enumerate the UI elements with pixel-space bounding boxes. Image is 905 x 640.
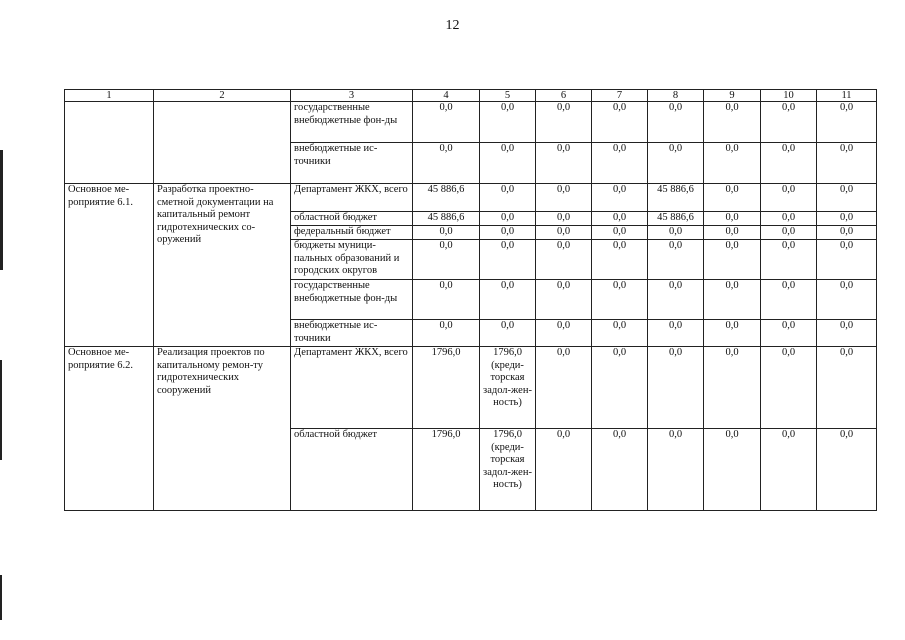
measure-cell: Основное ме-роприятие 6.2. bbox=[65, 347, 154, 511]
value-cell: 0,0 bbox=[592, 280, 648, 320]
value-cell: 0,0 bbox=[592, 212, 648, 226]
value-cell: 0,0 bbox=[817, 212, 877, 226]
value-cell: 0,0 bbox=[817, 226, 877, 240]
value-cell: 0,0 bbox=[648, 143, 704, 184]
value-cell: 0,0 bbox=[817, 347, 877, 429]
value-cell: 0,0 bbox=[704, 320, 761, 347]
value-cell: 0,0 bbox=[761, 184, 817, 212]
value-cell: 0,0 bbox=[817, 143, 877, 184]
scan-edge-mark bbox=[0, 360, 2, 460]
value-cell: 0,0 bbox=[536, 240, 592, 280]
description-cell: Реализация проектов по капитальному ремон-ту гидротехнических сооружений bbox=[154, 347, 291, 511]
value-cell: 0,0 bbox=[704, 429, 761, 511]
value-cell: 1796,0 (креди-торская задол-жен-ность) bbox=[480, 429, 536, 511]
value-cell: 0,0 bbox=[817, 429, 877, 511]
value-cell: 0,0 bbox=[648, 280, 704, 320]
measure-cell bbox=[65, 102, 154, 184]
column-header: 9 bbox=[704, 90, 761, 102]
source-cell: государственные внебюджетные фон-ды bbox=[291, 102, 413, 143]
value-cell: 0,0 bbox=[817, 240, 877, 280]
value-cell: 45 886,6 bbox=[648, 212, 704, 226]
value-cell: 0,0 bbox=[480, 226, 536, 240]
source-cell: областной бюджет bbox=[291, 429, 413, 511]
value-cell: 1796,0 (креди-торская задол-жен-ность) bbox=[480, 347, 536, 429]
value-cell: 0,0 bbox=[648, 320, 704, 347]
value-cell: 0,0 bbox=[536, 347, 592, 429]
value-cell: 0,0 bbox=[704, 212, 761, 226]
column-header: 8 bbox=[648, 90, 704, 102]
value-cell: 0,0 bbox=[704, 102, 761, 143]
value-cell: 0,0 bbox=[761, 143, 817, 184]
value-cell: 0,0 bbox=[536, 143, 592, 184]
value-cell: 0,0 bbox=[761, 280, 817, 320]
column-header: 4 bbox=[413, 90, 480, 102]
value-cell: 0,0 bbox=[761, 102, 817, 143]
source-cell: федеральный бюджет bbox=[291, 226, 413, 240]
value-cell: 0,0 bbox=[536, 226, 592, 240]
value-cell: 0,0 bbox=[592, 184, 648, 212]
table-row bbox=[65, 347, 877, 429]
value-cell: 0,0 bbox=[648, 226, 704, 240]
value-cell: 0,0 bbox=[761, 240, 817, 280]
value-cell: 0,0 bbox=[704, 347, 761, 429]
header-row bbox=[65, 90, 877, 102]
value-cell: 0,0 bbox=[480, 320, 536, 347]
value-cell: 0,0 bbox=[480, 280, 536, 320]
value-cell: 0,0 bbox=[648, 429, 704, 511]
value-cell: 0,0 bbox=[761, 347, 817, 429]
value-cell: 0,0 bbox=[480, 212, 536, 226]
value-cell: 45 886,6 bbox=[413, 212, 480, 226]
column-header: 1 bbox=[65, 90, 154, 102]
value-cell: 0,0 bbox=[592, 320, 648, 347]
value-cell: 0,0 bbox=[761, 429, 817, 511]
value-cell: 0,0 bbox=[413, 240, 480, 280]
value-cell: 0,0 bbox=[480, 184, 536, 212]
source-cell: внебюджетные ис-точники bbox=[291, 320, 413, 347]
column-header: 7 bbox=[592, 90, 648, 102]
source-cell: Департамент ЖКХ, всего bbox=[291, 184, 413, 212]
measure-cell: Основное ме-роприятие 6.1. bbox=[65, 184, 154, 347]
value-cell: 0,0 bbox=[704, 280, 761, 320]
value-cell: 0,0 bbox=[761, 226, 817, 240]
value-cell: 0,0 bbox=[648, 347, 704, 429]
value-cell: 0,0 bbox=[761, 212, 817, 226]
value-cell: 0,0 bbox=[413, 320, 480, 347]
source-cell: Департамент ЖКХ, всего bbox=[291, 347, 413, 429]
source-cell: бюджеты муници-пальных образований и городских округов bbox=[291, 240, 413, 280]
value-cell: 0,0 bbox=[592, 240, 648, 280]
column-header: 2 bbox=[154, 90, 291, 102]
table-row bbox=[65, 184, 877, 212]
value-cell: 0,0 bbox=[648, 102, 704, 143]
value-cell: 0,0 bbox=[536, 184, 592, 212]
value-cell: 0,0 bbox=[480, 102, 536, 143]
value-cell: 0,0 bbox=[704, 226, 761, 240]
description-cell bbox=[154, 102, 291, 184]
value-cell: 0,0 bbox=[704, 143, 761, 184]
value-cell: 0,0 bbox=[536, 212, 592, 226]
scan-edge-mark bbox=[0, 150, 3, 270]
value-cell: 0,0 bbox=[413, 226, 480, 240]
value-cell: 0,0 bbox=[592, 347, 648, 429]
value-cell: 0,0 bbox=[817, 102, 877, 143]
column-header: 6 bbox=[536, 90, 592, 102]
column-header: 10 bbox=[761, 90, 817, 102]
description-cell: Разработка проектно-сметной документации на капитальный ремонт гидротехнических со-оружений bbox=[154, 184, 291, 347]
value-cell: 0,0 bbox=[817, 184, 877, 212]
value-cell: 45 886,6 bbox=[413, 184, 480, 212]
source-cell: внебюджетные ис-точники bbox=[291, 143, 413, 184]
value-cell: 0,0 bbox=[536, 320, 592, 347]
value-cell: 0,0 bbox=[536, 429, 592, 511]
value-cell: 1796,0 bbox=[413, 429, 480, 511]
source-cell: государственные внебюджетные фон-ды bbox=[291, 280, 413, 320]
value-cell: 1796,0 bbox=[413, 347, 480, 429]
value-cell: 0,0 bbox=[704, 184, 761, 212]
column-header: 3 bbox=[291, 90, 413, 102]
value-cell: 0,0 bbox=[761, 320, 817, 347]
table-row bbox=[65, 102, 877, 143]
value-cell: 45 886,6 bbox=[648, 184, 704, 212]
value-cell: 0,0 bbox=[592, 143, 648, 184]
value-cell: 0,0 bbox=[592, 226, 648, 240]
value-cell: 0,0 bbox=[704, 240, 761, 280]
value-cell: 0,0 bbox=[592, 102, 648, 143]
value-cell: 0,0 bbox=[648, 240, 704, 280]
budget-table bbox=[64, 89, 877, 511]
value-cell: 0,0 bbox=[413, 143, 480, 184]
column-header: 5 bbox=[480, 90, 536, 102]
value-cell: 0,0 bbox=[413, 102, 480, 143]
value-cell: 0,0 bbox=[536, 280, 592, 320]
value-cell: 0,0 bbox=[536, 102, 592, 143]
scan-edge-mark bbox=[0, 575, 2, 620]
value-cell: 0,0 bbox=[817, 280, 877, 320]
page-number: 12 bbox=[445, 18, 460, 33]
value-cell: 0,0 bbox=[592, 429, 648, 511]
value-cell: 0,0 bbox=[817, 320, 877, 347]
value-cell: 0,0 bbox=[480, 143, 536, 184]
value-cell: 0,0 bbox=[480, 240, 536, 280]
column-header: 11 bbox=[817, 90, 877, 102]
source-cell: областной бюджет bbox=[291, 212, 413, 226]
value-cell: 0,0 bbox=[413, 280, 480, 320]
